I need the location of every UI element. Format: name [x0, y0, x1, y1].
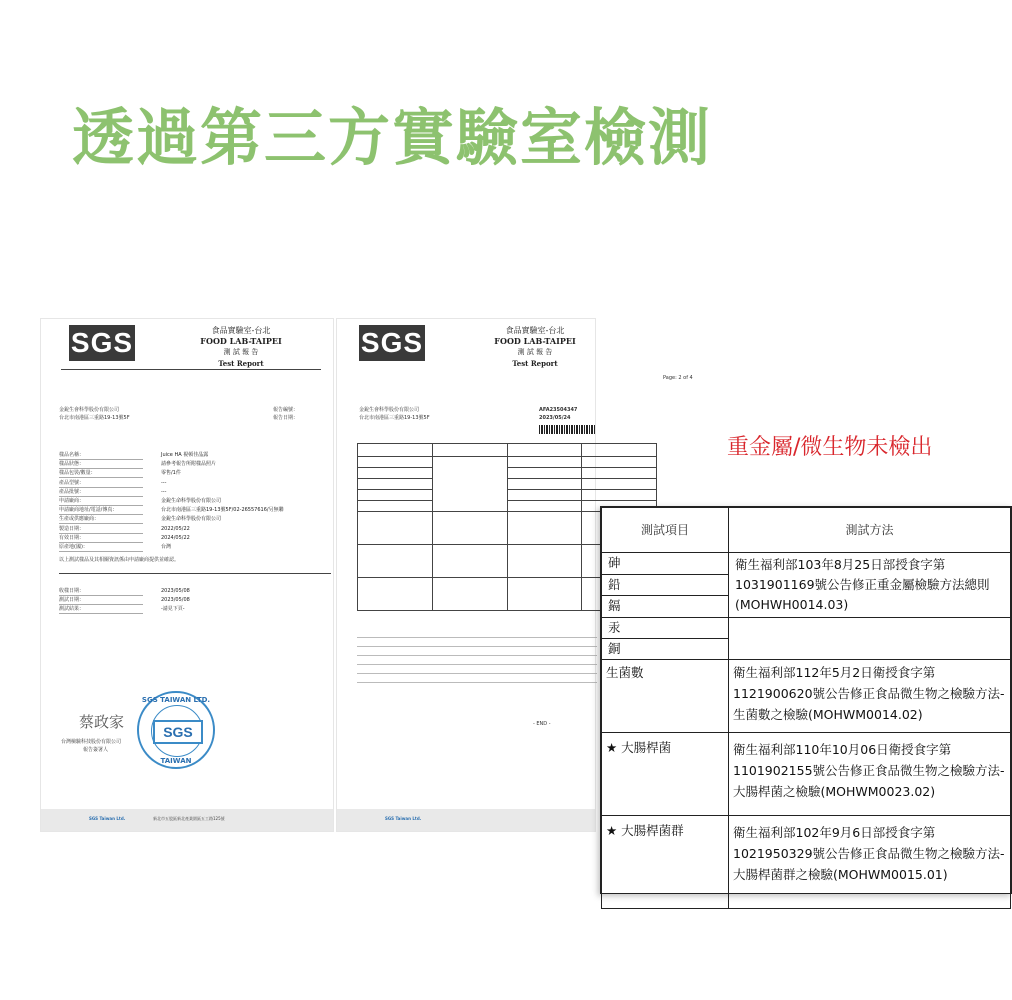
- signature: 蔡政家: [79, 713, 125, 731]
- item-e-coli: ★ 大腸桿菌: [602, 733, 729, 816]
- item-copper: 銅: [602, 639, 729, 660]
- client-name: 金銳生會科學股份有限公司: [359, 407, 420, 413]
- client-address: 台北市南港區三重路19-13號5F: [59, 415, 130, 421]
- item-mercury: 汞: [602, 618, 729, 639]
- not-detected-note: 重金屬/微生物未檢出: [727, 435, 933, 460]
- field-label: 收樣日期：: [59, 587, 143, 596]
- footer-band: [337, 809, 595, 831]
- field-row: [59, 596, 331, 605]
- lab-name-zh: 食品實驗室-台北: [505, 326, 565, 335]
- field-value: ---: [161, 479, 167, 486]
- footer-address: 新北市五股區新北產業園區五工路125號: [153, 816, 225, 821]
- field-label: 申請廠商地址/電話/傳真：: [59, 506, 143, 515]
- field-value: Juice HA 視頓佳晶露: [161, 452, 209, 458]
- field-label: 測試結果：: [59, 605, 143, 614]
- header-test-item: 測試項目: [602, 508, 729, 553]
- footer-company: SGS Taiwan Ltd.: [89, 816, 126, 821]
- header-divider: [61, 369, 321, 370]
- stamp-bottom-text: TAIWAN: [160, 757, 192, 765]
- field-label: 有效日期：: [59, 534, 143, 543]
- field-value: 金銳生命科學股份有限公司: [161, 516, 222, 523]
- field-label: 產品型號：: [59, 479, 143, 488]
- method-line: 1101902155號公告修正食品微生物之檢驗方法-: [733, 763, 1005, 778]
- item-total-plate-count: 生菌數: [602, 660, 729, 733]
- method-cell: [729, 816, 1011, 909]
- remark-line: [357, 646, 597, 647]
- client-name: 金銳生會科學股份有限公司: [59, 407, 120, 413]
- method-cell: [729, 660, 1011, 733]
- table-row: [602, 816, 1011, 909]
- header-test-method: 測試方法: [729, 508, 1011, 553]
- method-cell: [729, 733, 1011, 816]
- test-dates: [59, 587, 331, 615]
- field-value: 2023/05/08: [161, 588, 190, 594]
- field-value: 台北市南港區三重路19-13號5F/02-26557616/另無聯: [161, 507, 284, 514]
- field-row: [59, 534, 331, 543]
- field-value: 零售/1件: [161, 470, 181, 477]
- remark-line: [357, 664, 597, 665]
- stamp-top-text: SGS TAIWAN LTD.: [141, 696, 211, 704]
- signatory-company: 台灣檢驗科技股份有限公司: [61, 739, 122, 745]
- table-row: [602, 553, 1011, 575]
- lab-header: [455, 325, 615, 369]
- field-row: [59, 506, 331, 515]
- sgs-logo: SGS: [69, 325, 135, 361]
- sample-note: 以上測試樣品及其相關資訊係由申請廠商提供並確認。: [59, 557, 180, 563]
- field-row: [59, 469, 331, 478]
- field-row: [59, 515, 331, 524]
- section-divider: [59, 573, 331, 574]
- client-address: 台北市南港區三重路19-13號5F: [359, 415, 430, 421]
- field-value: ---: [161, 488, 167, 495]
- remark-line: [357, 682, 597, 683]
- end-marker: - END -: [533, 721, 551, 727]
- field-label: 樣品名稱：: [59, 451, 143, 460]
- report-no-label: 報告編號：: [273, 407, 299, 413]
- method-line: 衛生福利部112年5月2日衛授食字第: [733, 665, 936, 680]
- field-value: 2023/05/08: [161, 597, 190, 604]
- method-line: 生菌數之檢驗(MOHWM0014.02): [733, 707, 923, 722]
- report-title-en: Test Report: [218, 359, 264, 368]
- footer-company: SGS Taiwan Ltd.: [385, 816, 422, 821]
- field-row: [59, 543, 331, 552]
- lab-name-zh: 食品實驗室-台北: [211, 326, 271, 335]
- field-row: [59, 488, 331, 497]
- stamp-center-text: SGS: [153, 720, 203, 744]
- report-title-zh: 測 試 報 告: [517, 348, 553, 356]
- lab-header: [161, 325, 321, 369]
- report-date-label: 報告日期：: [273, 415, 299, 421]
- remark-line: [357, 673, 597, 674]
- sample-info: [59, 451, 331, 552]
- sgs-stamp: [137, 691, 215, 769]
- test-report-page-1: [40, 318, 334, 832]
- report-no: AFA23504347: [539, 407, 578, 413]
- table-row: [602, 733, 1011, 816]
- field-label: 樣品包裝/數量：: [59, 469, 143, 478]
- item-coliforms: ★ 大腸桿菌群: [602, 816, 729, 909]
- field-label: 生產或供應廠商：: [59, 515, 143, 524]
- item-lead: 鉛: [602, 574, 729, 596]
- field-value: 請參考報告所附樣品照片: [161, 461, 217, 468]
- method-line: 大腸桿菌之檢驗(MOHWM0023.02): [733, 784, 936, 799]
- field-value: 台灣: [161, 544, 172, 551]
- item-arsenic: 砷: [602, 553, 729, 575]
- sgs-logo: SGS: [359, 325, 425, 361]
- test-method-table: [601, 507, 1011, 909]
- method-line: 1031901169號公告修正重金屬檢驗方法總則: [735, 577, 990, 592]
- table-header-row: [602, 508, 1011, 553]
- field-value: 2024/05/22: [161, 534, 190, 541]
- field-row: [59, 587, 331, 596]
- method-line: 1121900620號公告修正食品微生物之檢驗方法-: [733, 686, 1005, 701]
- field-value: 2022/05/22: [161, 525, 190, 532]
- field-label: 測試日期：: [59, 596, 143, 605]
- report-title-en: Test Report: [512, 359, 558, 368]
- method-line: 衛生福利部103年8月25日部授食字第: [735, 557, 946, 572]
- zoomed-result-table: [600, 506, 1012, 894]
- field-row: [59, 525, 331, 534]
- lab-name-en: FOOD LAB-TAIPEI: [494, 336, 576, 346]
- empty-method-cell: [729, 618, 1011, 660]
- table-row: [602, 660, 1011, 733]
- barcode: [539, 425, 595, 434]
- item-cadmium: 鎘: [602, 596, 729, 618]
- field-value: 金銳生命科學股份有限公司: [161, 498, 222, 505]
- table-row: [602, 618, 1011, 639]
- method-line: 大腸桿菌群之檢驗(MOHWM0015.01): [733, 867, 948, 882]
- signatory-role: 報告簽署人: [83, 747, 109, 753]
- field-value: -請見下頁-: [161, 606, 185, 613]
- lab-name-en: FOOD LAB-TAIPEI: [200, 336, 282, 346]
- method-line: 1021950329號公告修正食品微生物之檢驗方法-: [733, 846, 1005, 861]
- page-headline: 透過第三方實驗室檢測: [72, 101, 713, 174]
- field-row: [59, 479, 331, 488]
- metal-method-cell: [729, 553, 1011, 618]
- method-line: (MOHWH0014.03): [735, 597, 849, 612]
- field-label: 產品批號：: [59, 488, 143, 497]
- field-label: 申請廠商：: [59, 497, 143, 506]
- page-number: Page: 2 of 4: [663, 375, 693, 381]
- field-row: [59, 451, 331, 460]
- field-row: [59, 605, 331, 614]
- field-label: 樣品狀態：: [59, 460, 143, 469]
- method-line: 衛生福利部102年9月6日部授食字第: [733, 825, 936, 840]
- field-label: 原產地(國)：: [59, 543, 143, 552]
- remarks-block: [357, 637, 597, 691]
- field-row: [59, 497, 331, 506]
- method-line: 衛生福利部110年10月06日衛授食字第: [733, 742, 952, 757]
- field-row: [59, 460, 331, 469]
- remark-line: [357, 637, 597, 638]
- field-label: 製造日期：: [59, 525, 143, 534]
- report-date: 2023/05/24: [539, 415, 571, 421]
- report-title-zh: 測 試 報 告: [223, 348, 259, 356]
- remark-line: [357, 655, 597, 656]
